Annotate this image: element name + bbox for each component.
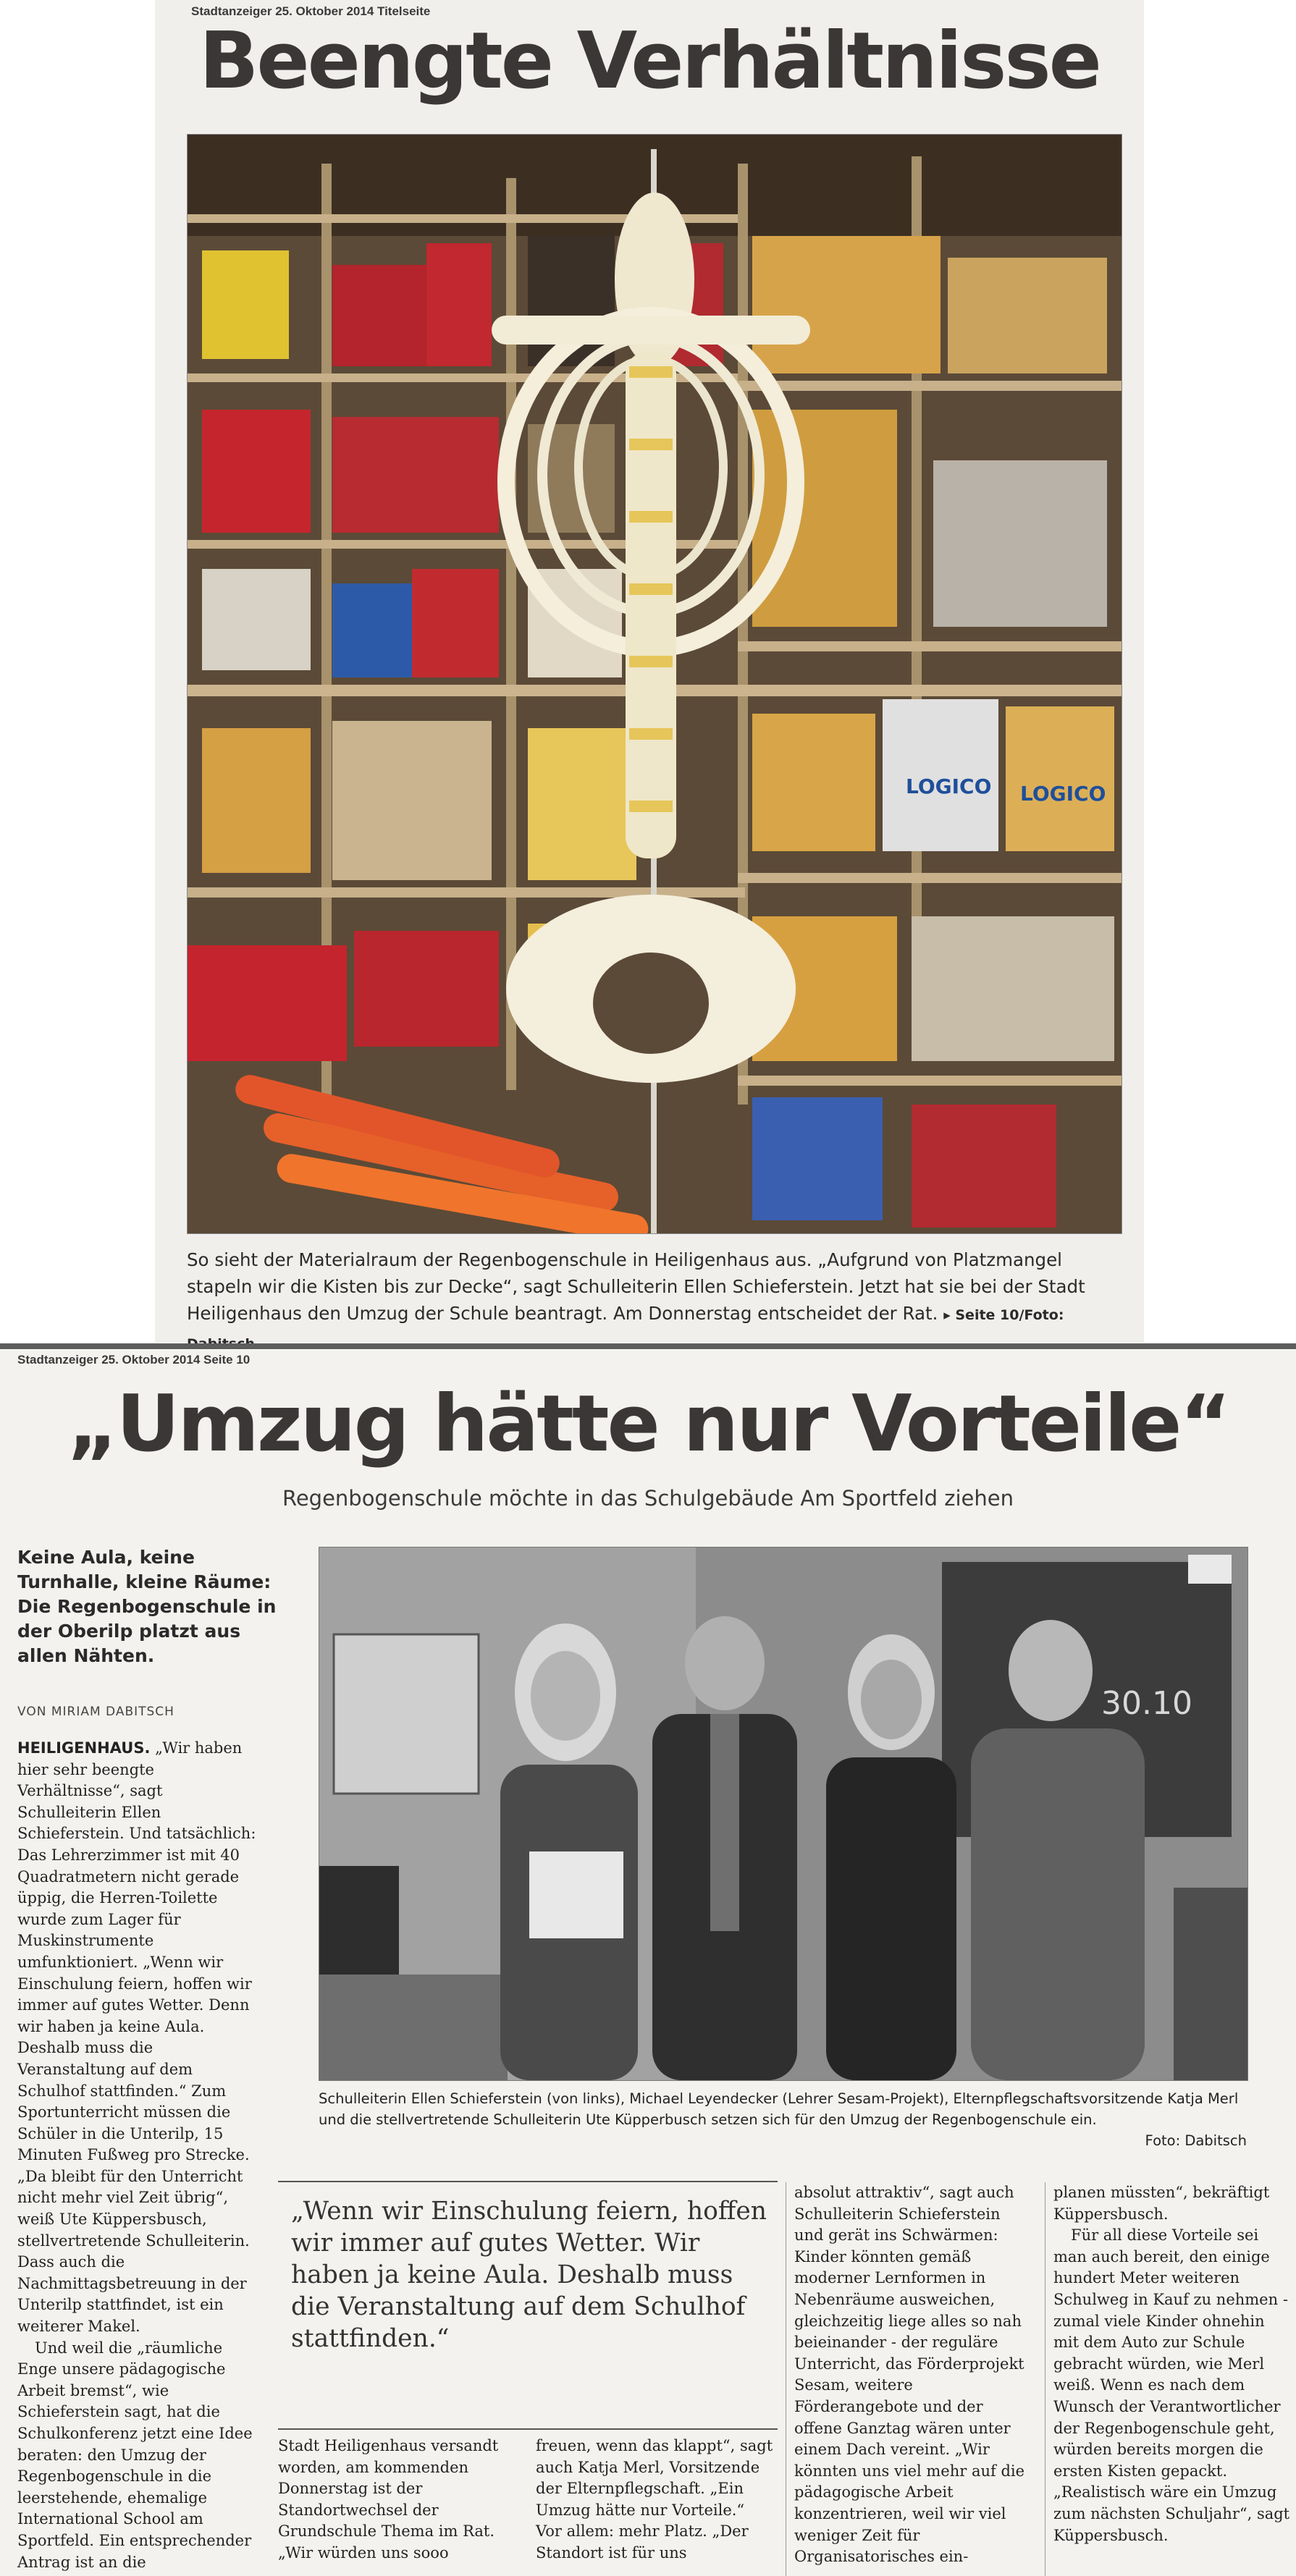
photo-material-room-illustration	[188, 135, 1122, 1233]
paragraph: Stadt Heiligenhaus versandt worden, am kommenden Donnerstag ist der Standortwechsel der Grundschule Thema im Rat. „Wir würden uns sooo	[278, 2437, 499, 2562]
lead-column	[17, 1738, 262, 2573]
photo-caption	[319, 2088, 1247, 2151]
lead-paragraph: Und weil die „räumliche Enge unsere pädagogische Arbeit bremst“, wie Schieferstein sagt, hat die Schulkonferenz jetzt eine Idee beraten: den Umzug der Regenbogenschule in die leerstehende, ehemalige International School am Sportfeld. Ein entsprechender Antrag ist an die	[17, 2339, 253, 2571]
body-column	[1053, 2182, 1292, 2546]
caption-credit: ▸ Seite 10/Foto:	[943, 1307, 1064, 1323]
edition-line: Stadtanzeiger 25. Oktober 2014 Titelseite	[191, 4, 431, 18]
teaser: Keine Aula, keine Turnhalle, kleine Räume: Die Regenbogenschule in der Oberilp platzt aus allen Nähten.	[17, 1547, 277, 1666]
edition-line: Stadtanzeiger 25. Oktober 2014 Seite 10	[17, 1353, 251, 1367]
headline: „Umzug hätte nur Vorteile“	[67, 1379, 1229, 1469]
lead-paragraph-text: „Wir haben hier sehr beengte Verhältnisse“, sagt Schulleiterin Ellen Schieferstein. Und tatsächlich: Das Lehrerzimmer ist mit 40 Quadratmetern nicht gerade üppig, die Herren-Toilette wurde zum Lager für Muskinstrumente umfunktioniert. „Wenn wir Einschulung feiern, hoffen wir immer auf gutes Wetter. Denn wir haben ja keine Aula. Deshalb muss die Veranstaltung auf dem Schulhof stattfinden.“ Zum Sportunterricht müssen die Schüler in die Unterilp, 15 Minuten Fußweg pro Strecke. „Da bleibt für den Unterricht nicht mehr viel Zeit übrig“, weiß Ute Küppersbusch, stellvertretende Schulleiterin. Dass auch die Nachmittagsbetreuung in der Unterilp stattfindet, ist ein weiterer Makel.	[17, 1739, 256, 2336]
clipping-front-page	[155, 0, 1144, 1343]
paragraph: planen müssten“, bekräftigt Küppersbusch.	[1053, 2184, 1270, 2223]
body-column	[794, 2182, 1033, 2568]
pull-quote: „Wenn wir Einschulung feiern, hoffen wir immer auf gutes Wetter. Wir haben ja keine Aula. Deshalb muss die Veranstaltung auf dem Schulhof stattfinden.“	[291, 2197, 767, 2353]
photo-school-staff-illustration	[319, 1547, 1247, 2080]
divider	[278, 2181, 778, 2182]
box-label-logico: LOGICO	[906, 774, 992, 798]
caption-text: Schulleiterin Ellen Schieferstein (von links), Michael Leyendecker (Lehrer Sesam-Projekt), Elternpflegschaftsvorsitzende Katja Merl und die stellvertretende Schulleiterin Ute Küpperbusch setzen sich für den Umzug der Regenbogenschule ein.	[319, 2090, 1239, 2128]
subheadline: Regenbogenschule möchte in das Schulgebäude Am Sportfeld ziehen	[282, 1486, 1014, 1511]
body-column	[278, 2436, 517, 2564]
byline: VON MIRIAM DABITSCH	[17, 1705, 174, 1719]
caption-text: So sieht der Materialraum der Regenbogenschule in Heiligenhaus aus. „Aufgrund von Platzmangel stapeln wir die Kisten bis zur Decke“, sagt Schulleiterin Ellen Schieferstein. Jetzt hat sie bei der Stadt Heiligenhaus den Umzug der Schule beantragt. Am Donnerstag entscheidet der Rat.	[187, 1249, 1085, 1324]
photo-caption	[187, 1246, 1128, 1358]
box-label-logico: LOGICO	[1020, 782, 1106, 806]
lead-paragraph	[17, 1738, 262, 2338]
clipping-page-10	[0, 1350, 1296, 2576]
clipping-separator	[0, 1343, 1296, 1349]
headline: Beengte Verhältnisse	[199, 16, 1100, 106]
dateline: HEILIGENHAUS.	[17, 1739, 151, 1757]
body-column	[536, 2436, 775, 2564]
photo-material-room	[187, 134, 1122, 1234]
divider	[278, 2428, 778, 2430]
paragraph: Für all diese Vorteile sei man auch bereit, den einige hundert Meter weiteren Schulweg in Kauf zu nehmen - zumal viele Kinder ohnehin mit dem Auto zur Schule gebracht würden, wie Merl weiß. Wenn es nach dem Wunsch der Verantwortlicher der Regenbogenschule geht, würden bereits morgen die ersten Kisten gepackt. „Realistisch wäre ein Umzug zum nächsten Schuljahr“, sagt Küppersbusch.	[1053, 2226, 1290, 2544]
paragraph: freuen, wenn das klappt“, sagt auch Katja Merl, Vorsitzende der Elternpflegschaft. „Ein Umzug hätte nur Vorteile.“ Vor allem: mehr Platz. „Der Standort ist für uns	[536, 2437, 773, 2562]
photo-school-staff	[319, 1547, 1248, 2081]
board-chalk-text: 30.10	[1101, 1685, 1192, 1722]
paragraph: absolut attraktiv“, sagt auch Schulleiterin Schieferstein und gerät ins Schwärmen: Kinder könnten gemäß moderner Lernformen in Nebenräume ausweichen, gleichzeitig liege alles so nah beieinander - der reguläre Unterricht, das Förderprojekt Sesam, weitere Förderangebote und der offene Ganztag wären unter einem Dach vereint. „Wir könnten uns viel mehr auf die pädagogische Arbeit konzentrieren, weil wir viel weniger Zeit für Organisatorisches ein-	[794, 2184, 1025, 2566]
caption-credit: Foto: Dabitsch	[1145, 2132, 1247, 2149]
